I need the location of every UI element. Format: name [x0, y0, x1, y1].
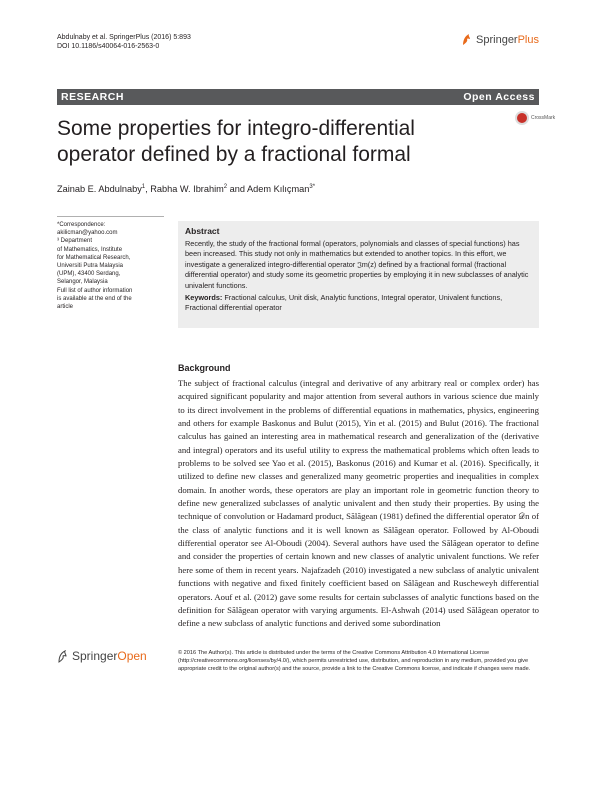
sidebar-divider: [57, 216, 164, 217]
abstract-heading: Abstract: [185, 226, 220, 236]
abstract-text: Recently, the study of the fractional formal (operators, polynomials and classes of special functions) has been increased. This study not only in mathematics but extended to another topics. In this effort, we investigate a generalized integro-differential operator 𝔍m(z) defined by a fractional formal (fractional differential operator) and study some its geometric properties by employing it in new subclasses of analytic univalent functions.: [185, 239, 529, 290]
author-info-note: is available at the end of the: [57, 295, 132, 302]
abstract-box: [178, 221, 539, 328]
crossmark-label: CrossMark: [531, 115, 556, 121]
springer-horse-icon: [57, 650, 68, 663]
license-text: © 2016 The Author(s). This article is distributed under the terms of the Creative Commons Attribution 4.0 International License (http://creativecommons.org/licenses/by/4.0/), which permits unrestricted use, distribution, and reproduction in any medium, provided you give appropriate credit to the original author(s) and the source, provide a link to the Creative Commons license, and indicate if changes were made.: [178, 650, 531, 673]
affiliation-line: Selangor, Malaysia: [57, 279, 108, 286]
open-access-label: Open Access: [463, 91, 535, 103]
brand-text: SpringerPlus: [476, 33, 539, 46]
citation-line1: Abdulnaby et al. SpringerPlus (2016) 5:893: [57, 34, 191, 41]
author-2[interactable]: , Rabha W. Ibrahim: [145, 184, 224, 195]
body-text: [178, 377, 539, 631]
affiliation-line: for Mathematical Research,: [57, 254, 131, 261]
keywords-text: Fractional calculus, Unit disk, Analytic functions, Integral operator, Univalent functions, Fractional differential operator: [185, 293, 503, 313]
keywords: [185, 293, 532, 314]
correspondence-label: *Correspondence:: [57, 222, 106, 228]
affiliation-line: of Mathematics, Institute: [57, 246, 123, 253]
footer-brand-text: SpringerOpen: [72, 649, 147, 663]
doi-line: DOI 10.1186/s40064-016-2563-0: [57, 43, 160, 50]
correspondence-sidebar: [57, 221, 157, 311]
author-3[interactable]: and Adem Kılıçman: [227, 184, 310, 195]
author-1[interactable]: Zainab E. Abdulnaby: [57, 184, 142, 195]
affiliation-line: Universiti Putra Malaysia: [57, 263, 124, 270]
citation: [57, 33, 191, 51]
author-list: [57, 184, 315, 194]
affiliation-mark: 1: [141, 184, 146, 190]
correspondence-email[interactable]: akilicman@yahoo.com: [57, 230, 118, 237]
crossmark-icon: [515, 111, 529, 125]
crossmark-badge[interactable]: [515, 111, 555, 125]
keywords-label: Keywords:: [185, 293, 223, 303]
springerplus-logo: [461, 33, 539, 46]
affiliation-mark: 3*: [309, 184, 316, 190]
affiliation-line: ³ Department: [57, 238, 93, 245]
affiliation-mark: 2: [223, 184, 228, 190]
article-type-bar: [57, 89, 539, 105]
springer-horse-icon: [461, 33, 472, 46]
springeropen-logo: [57, 649, 147, 663]
article-title: Some properties for integro-differential operator defined by a fractional formal: [57, 117, 415, 166]
body-paragraph: The subject of fractional calculus (integral and derivative of any arbitrary real or complex order) has acquired significant popularity and major attention from several authors in various science due mainly to its direct involvement in the problems of differential equations in mathematics, physics, engineering and others for example Baskonus and Bulut (2015), Yin et al. (2015) and Bulut (2016). The fractional calculus has gained an interesting area in mathematical research and generalization of the (derivative and integral) operators and its useful utility to express the mathematical problems which often leads to problems to be solved see Yao et al. (2015), Baskonus (2016) and Kumar et al. (2016). Specifically, it utilized to define new classes and generalized many geometric properties and inequalities in complex domain. In another words, these operators are play an important role in geometric function theory to define new generalized subclasses of analytic univalent and then study their properties. By using the technique of convolution or Hadamard product, Sălăgean (1981) defined the differential operator 𝒟n of the class of analytic functions and it is well known as Sălăgean operator. Followed by Al-Oboudi differential operator see Al-Oboudi (2004). Several authors have used the Sălăgean operator to define and consider the properties of certain known and new classes of analytic univalent functions. We refer here some of them in recent years. Najafzadeh (2010) investigated a new subclass of analytic univalent functions with negative and fixed finitely coefficient based on Sălăgean and Ruscheweyh differential operators. Aouf et al. (2012) gave some results for certain subclasses of analytic functions based on the definition for Sălăgean operator with varying arguments. El-Ashwah (2014) used Sălăgean operator to define a new subclass of analytic functions and derived some subordination: [178, 378, 539, 629]
section-heading-background: Background: [178, 363, 231, 373]
article-type-label: RESEARCH: [61, 91, 124, 103]
author-info-note: article: [57, 304, 74, 311]
author-info-note: Full list of author information: [57, 287, 133, 294]
affiliation-line: (UPM), 43400 Serdang,: [57, 271, 121, 278]
